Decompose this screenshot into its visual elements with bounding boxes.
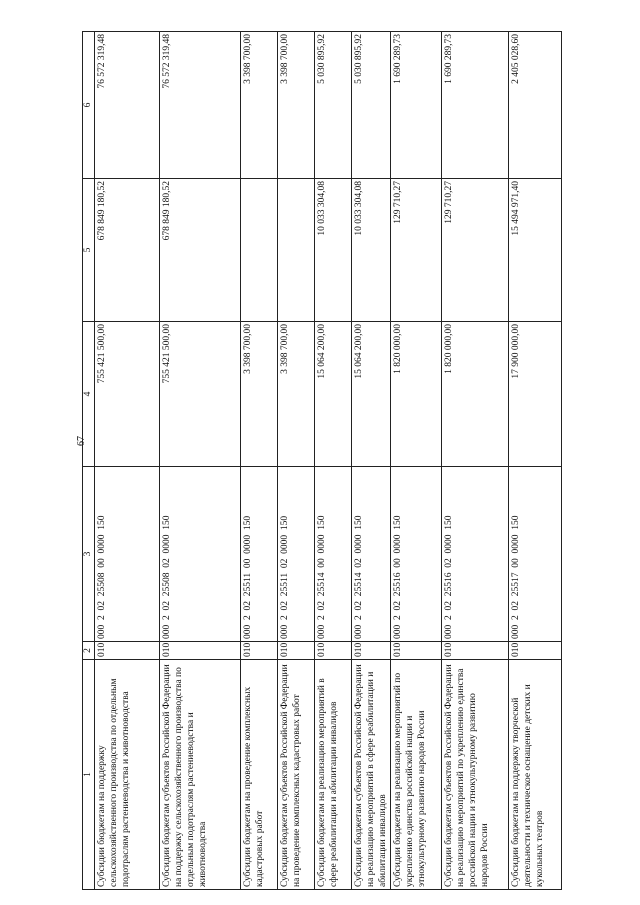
row-code: 010 [241,642,278,660]
row-col6: 2 405 028,60 [509,32,562,179]
table-row [160,32,241,890]
row-kbk: 000 2 02 25508 02 0000 150 [160,467,241,642]
row-col4: 755 421 500,00 [160,322,241,467]
row-name: Субсидии бюджетам субъектов Российской Федерации на реализацию мероприятий по укреплению единства российской нации и этнокультурному развитию народов России [442,660,509,890]
budget-table [82,31,562,890]
row-col4: 15 064 200,00 [352,322,391,467]
row-code: 010 [160,642,241,660]
row-kbk: 000 2 02 25511 02 0000 150 [278,467,315,642]
row-col6: 3 398 700,00 [278,32,315,179]
row-code: 010 [391,642,442,660]
row-code: 010 [278,642,315,660]
table-row [352,32,391,890]
row-col5: 15 494 971,40 [509,179,562,322]
row-col6: 1 690 289,73 [391,32,442,179]
row-col5 [278,179,315,322]
row-col5: 129 710,27 [442,179,509,322]
header-col-3: 3 [83,467,95,642]
row-code: 010 [352,642,391,660]
row-code: 010 [442,642,509,660]
table-row [391,32,442,890]
row-col4: 1 820 000,00 [442,322,509,467]
header-col-1: 1 [83,660,95,890]
header-col-5: 5 [83,179,95,322]
row-kbk: 000 2 02 25514 00 0000 150 [315,467,352,642]
row-col5: 10 033 304,08 [352,179,391,322]
row-kbk: 000 2 02 25514 02 0000 150 [352,467,391,642]
table-row [95,32,160,890]
row-col4: 3 398 700,00 [241,322,278,467]
row-col5: 129 710,27 [391,179,442,322]
row-col6: 76 572 319,48 [160,32,241,179]
row-code: 010 [95,642,160,660]
row-col6: 5 030 895,92 [315,32,352,179]
table-row [278,32,315,890]
row-name: Субсидии бюджетам на поддержку сельскохозяйственного производства по отдельным подотраслям растениеводства и животноводства [95,660,160,890]
table-header-row [83,32,95,890]
row-col4: 755 421 500,00 [95,322,160,467]
row-col5: 678 849 180,52 [160,179,241,322]
rotated-page-content [82,32,582,890]
row-col6: 76 572 319,48 [95,32,160,179]
row-col6: 1 690 289,73 [442,32,509,179]
row-code: 010 [315,642,352,660]
row-kbk: 000 2 02 25508 00 0000 150 [95,467,160,642]
table-row [442,32,509,890]
row-col5 [241,179,278,322]
header-col-2: 2 [83,642,95,660]
table-row [509,32,562,890]
table-row [315,32,352,890]
row-col4: 3 398 700,00 [278,322,315,467]
row-kbk: 000 2 02 25511 00 0000 150 [241,467,278,642]
row-name: Субсидии бюджетам на реализацию мероприятий по укреплению единства российской нации и этнокультурному развитию народов России [391,660,442,890]
row-name: Субсидии бюджетам на проведение комплексных кадастровых работ [241,660,278,890]
row-col4: 1 820 000,00 [391,322,442,467]
row-name: Субсидии бюджетам на поддержку творческой деятельности и техническое оснащение детских и кукольных театров [509,660,562,890]
row-col5: 10 033 304,08 [315,179,352,322]
row-col6: 3 398 700,00 [241,32,278,179]
row-name: Субсидии бюджетам субъектов Российской Федерации на проведение комплексных кадастровых работ [278,660,315,890]
page-number: 67 [76,436,87,446]
row-col4: 15 064 200,00 [315,322,352,467]
row-code: 010 [509,642,562,660]
table-row [241,32,278,890]
row-kbk: 000 2 02 25516 00 0000 150 [391,467,442,642]
row-name: Субсидии бюджетам субъектов Российской Федерации на реализацию мероприятий в сфере реабилитации и абилитации инвалидов [352,660,391,890]
header-col-6: 6 [83,32,95,179]
row-name: Субсидии бюджетам на реализацию мероприятий в сфере реабилитации и абилитации инвалидов [315,660,352,890]
row-col6: 5 030 895,92 [352,32,391,179]
row-kbk: 000 2 02 25517 00 0000 150 [509,467,562,642]
header-col-4: 4 [83,322,95,467]
row-name: Субсидии бюджетам субъектов Российской Федерации на поддержку сельскохозяйственного производства по отдельным подотраслям растениеводства и животноводства [160,660,241,890]
row-col5: 678 849 180,52 [95,179,160,322]
row-kbk: 000 2 02 25516 02 0000 150 [442,467,509,642]
row-col4: 17 900 000,00 [509,322,562,467]
